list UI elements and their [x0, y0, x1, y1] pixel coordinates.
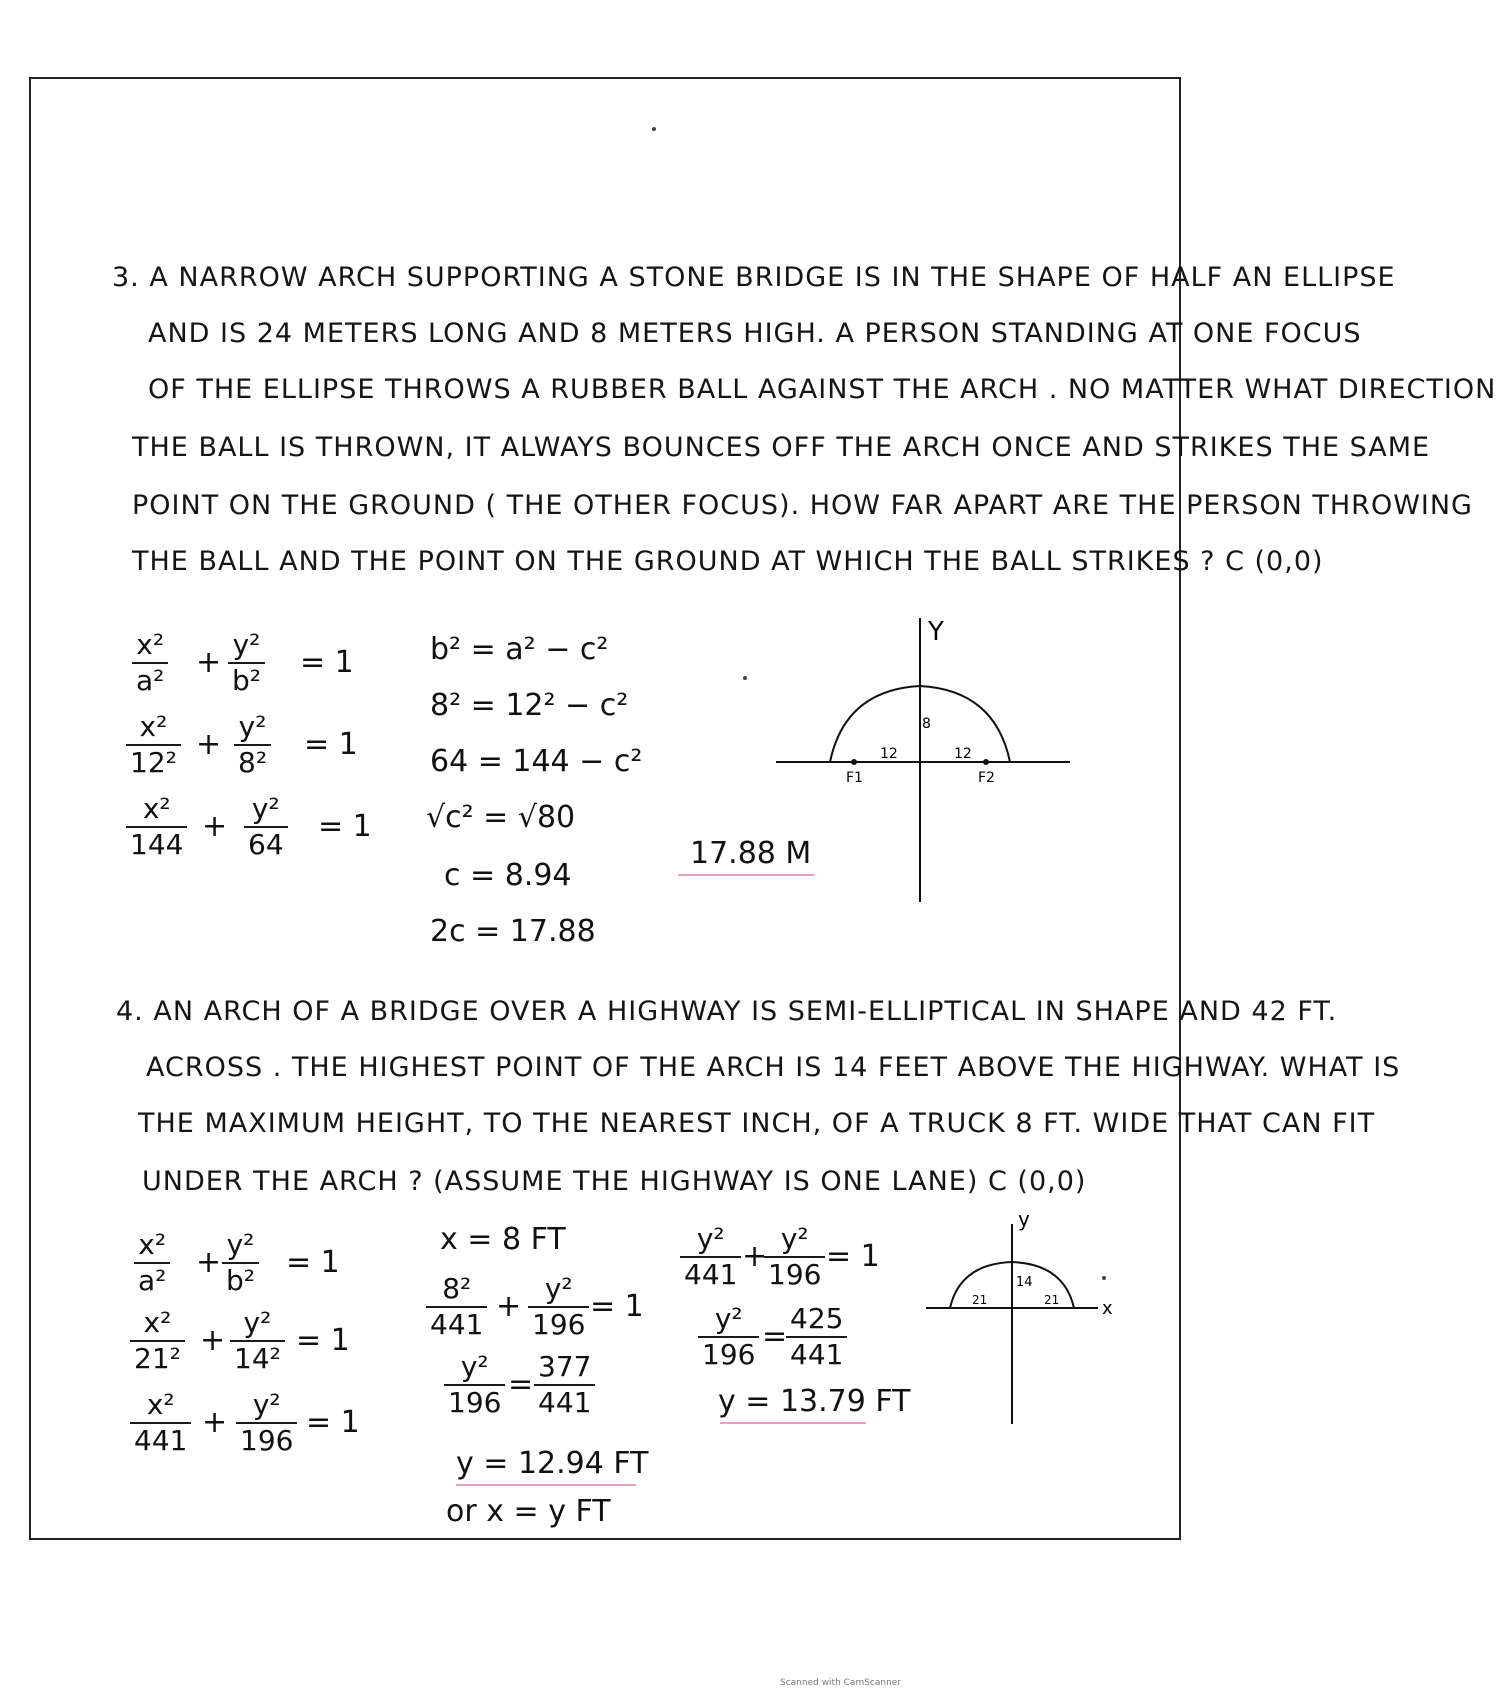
- fraction: [126, 710, 181, 780]
- problem-3-line: THE BALL IS THROWN, IT ALWAYS BOUNCES OFF THE ARCH ONCE AND STRIKES THE SAME: [132, 432, 1431, 463]
- numerator: y²: [238, 710, 267, 743]
- denominator: 12²: [126, 744, 181, 780]
- denominator: 144: [126, 826, 187, 862]
- y-axis-label: Y: [928, 617, 944, 647]
- denominator: 441: [534, 1384, 595, 1420]
- equals-one: = 1: [286, 1245, 340, 1280]
- fraction: [134, 1228, 170, 1298]
- height-label: 14: [1016, 1275, 1033, 1290]
- problem-3-line: 3. A NARROW ARCH SUPPORTING A STONE BRIDGE IS IN THE SHAPE OF HALF AN ELLIPSE: [112, 262, 1396, 293]
- denominator: 196: [764, 1256, 825, 1292]
- equals-one: = 1: [590, 1289, 644, 1324]
- work-step: 64 = 144 − c²: [430, 744, 643, 779]
- work-step: b² = a² − c²: [430, 632, 609, 667]
- scanner-watermark: Scanned with CamScanner: [780, 1678, 902, 1688]
- work-step: 2c = 17.88: [430, 914, 596, 949]
- numerator: x²: [139, 710, 168, 743]
- denominator: 196: [528, 1306, 589, 1342]
- problem-3-line: THE BALL AND THE POINT ON THE GROUND AT WHICH THE BALL STRIKES ? C (0,0): [132, 546, 1324, 577]
- numerator: x²: [146, 1388, 175, 1421]
- problem-4-line: THE MAXIMUM HEIGHT, TO THE NEAREST INCH, OF A TRUCK 8 FT. WIDE THAT CAN FIT: [138, 1108, 1376, 1139]
- denominator: a²: [132, 662, 168, 698]
- equals-sign: =: [508, 1367, 534, 1402]
- numerator: 8²: [442, 1272, 472, 1305]
- denominator: 8²: [234, 744, 271, 780]
- problem-4-line: UNDER THE ARCH ? (ASSUME THE HIGHWAY IS ONE LANE) C (0,0): [142, 1166, 1087, 1197]
- denominator: 14²: [230, 1340, 285, 1376]
- problem-3-line: POINT ON THE GROUND ( THE OTHER FOCUS). HOW FAR APART ARE THE PERSON THROWING: [132, 490, 1473, 521]
- equals-one: = 1: [318, 809, 372, 844]
- problem-4-answer: y = 12.94 FT: [456, 1446, 649, 1481]
- fraction: [130, 1388, 191, 1458]
- problem-4-alt-answer: or x = y FT: [446, 1494, 611, 1529]
- fraction: [222, 1228, 259, 1298]
- denominator: 196: [698, 1336, 759, 1372]
- work-step: c = 8.94: [444, 858, 572, 893]
- focus-label: F2: [978, 770, 995, 786]
- fraction: [126, 792, 187, 862]
- equals-one: = 1: [826, 1239, 880, 1274]
- equals-one: = 1: [296, 1323, 350, 1358]
- numerator: y²: [232, 628, 261, 661]
- plus-sign: +: [196, 645, 222, 680]
- plus-sign: +: [202, 809, 228, 844]
- focus-point: [851, 759, 857, 765]
- fraction: [132, 628, 168, 698]
- work-step: √c² = √80: [426, 800, 576, 835]
- plus-sign: +: [200, 1323, 226, 1358]
- numerator: y²: [252, 1388, 281, 1421]
- answer-underline: [720, 1422, 866, 1424]
- denominator: b²: [222, 1262, 259, 1298]
- left-half-label: 12: [880, 746, 898, 762]
- fraction: [680, 1222, 741, 1292]
- denominator: 441: [786, 1336, 847, 1372]
- fraction: [786, 1302, 847, 1372]
- right-half-label: 21: [1044, 1293, 1060, 1307]
- fraction: [236, 1388, 297, 1458]
- numerator: y²: [714, 1302, 743, 1335]
- numerator: y²: [460, 1350, 489, 1383]
- fraction: [444, 1350, 505, 1420]
- answer-underline: [456, 1484, 636, 1486]
- equals-one: = 1: [300, 645, 354, 680]
- numerator: x²: [136, 628, 165, 661]
- numerator: y²: [251, 792, 280, 825]
- problem-3-ellipse-diagram: [770, 610, 1080, 910]
- left-half-label: 21: [972, 1293, 988, 1307]
- scan-speck: [743, 676, 747, 680]
- numerator: x²: [143, 1306, 172, 1339]
- y-axis-label: y: [1018, 1207, 1030, 1231]
- plus-sign: +: [196, 1245, 222, 1280]
- problem-4-answer: y = 13.79 FT: [718, 1384, 911, 1419]
- x-value: x = 8 FT: [440, 1222, 566, 1257]
- fraction: [244, 792, 288, 862]
- fraction: [698, 1302, 759, 1372]
- denominator: 441: [426, 1306, 487, 1342]
- fraction: [230, 1306, 285, 1376]
- denominator: b²: [228, 662, 265, 698]
- scan-speck: [1102, 1276, 1106, 1280]
- denominator: 441: [680, 1256, 741, 1292]
- equals-sign: =: [762, 1319, 788, 1354]
- denominator: 64: [244, 826, 288, 862]
- numerator: y²: [544, 1272, 573, 1305]
- problem-4-ellipse-diagram: [920, 1207, 1130, 1430]
- x-axis-label: x: [1102, 1298, 1113, 1319]
- numerator: y²: [243, 1306, 272, 1339]
- scan-speck: [652, 127, 656, 131]
- height-label: 8: [922, 716, 931, 732]
- denominator: 196: [444, 1384, 505, 1420]
- fraction: [528, 1272, 589, 1342]
- problem-4-line: ACROSS . THE HIGHEST POINT OF THE ARCH IS 14 FEET ABOVE THE HIGHWAY. WHAT IS: [146, 1052, 1401, 1083]
- fraction: [534, 1350, 595, 1420]
- denominator: 21²: [130, 1340, 185, 1376]
- numerator: y²: [780, 1222, 809, 1255]
- numerator: y²: [696, 1222, 725, 1255]
- equals-one: = 1: [306, 1405, 360, 1440]
- denominator: a²: [134, 1262, 170, 1298]
- plus-sign: +: [202, 1405, 228, 1440]
- numerator: x²: [138, 1228, 167, 1261]
- problem-3-answer: 17.88 M: [690, 836, 812, 871]
- numerator: 425: [790, 1302, 844, 1335]
- denominator: 196: [236, 1422, 297, 1458]
- plus-sign: +: [742, 1239, 768, 1274]
- fraction: [426, 1272, 487, 1342]
- right-half-label: 12: [954, 746, 972, 762]
- numerator: y²: [226, 1228, 255, 1261]
- problem-4-line: 4. AN ARCH OF A BRIDGE OVER A HIGHWAY IS SEMI-ELLIPTICAL IN SHAPE AND 42 FT.: [116, 996, 1338, 1027]
- fraction: [228, 628, 265, 698]
- denominator: 441: [130, 1422, 191, 1458]
- equals-one: = 1: [304, 727, 358, 762]
- fraction: [764, 1222, 825, 1292]
- work-step: 8² = 12² − c²: [430, 688, 629, 723]
- plus-sign: +: [196, 727, 222, 762]
- focus-point: [983, 759, 989, 765]
- fraction: [130, 1306, 185, 1376]
- fraction: [234, 710, 271, 780]
- problem-3-line: AND IS 24 METERS LONG AND 8 METERS HIGH. A PERSON STANDING AT ONE FOCUS: [148, 318, 1362, 349]
- problem-3-line: OF THE ELLIPSE THROWS A RUBBER BALL AGAINST THE ARCH . NO MATTER WHAT DIRECTION: [148, 374, 1496, 405]
- numerator: x²: [142, 792, 171, 825]
- plus-sign: +: [496, 1289, 522, 1324]
- numerator: 377: [538, 1350, 592, 1383]
- focus-label: F1: [846, 770, 863, 786]
